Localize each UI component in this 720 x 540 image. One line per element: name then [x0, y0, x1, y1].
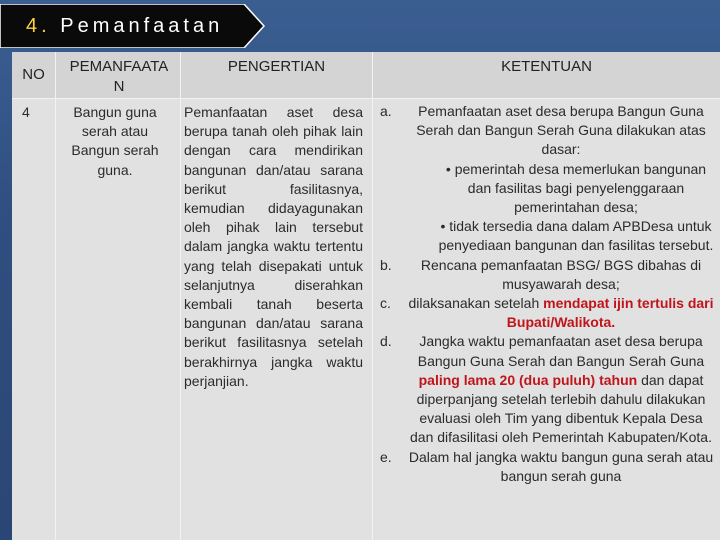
ketentuan-item-d — [376, 332, 716, 447]
column-divider — [180, 52, 181, 540]
header-ketentuan: KETENTUAN — [501, 58, 592, 75]
title-number: 4. — [26, 15, 51, 37]
item-plain-text: dan dapat diperpanjang setelah terlebih dahulu dilakukan evaluasi oleh Tim yang dibentuk Kepala Desa dan difasilitasi oleh Pemerintah Kabupaten/Kota. — [410, 371, 712, 446]
ketentuan-list — [376, 102, 716, 486]
bullet-text: tidak tersedia dana dalam APBDesa untuk penyediaan bangunan dan fasilitas tersebut. — [438, 218, 714, 254]
ketentuan-table — [12, 52, 720, 540]
item-marker: b. — [380, 256, 392, 273]
item-plain-text: dilaksanakan setelah — [408, 295, 544, 312]
title-label: Pemanfaatan — [60, 15, 224, 37]
ketentuan-item-b — [376, 256, 716, 294]
item-marker: c. — [380, 295, 391, 312]
item-text — [406, 332, 716, 447]
item-marker: a. — [380, 103, 392, 119]
ketentuan-item-a — [376, 102, 716, 256]
bullet-text: pemerintah desa memerlukan bangunan dan fasilitas bagi penyelenggaraan pemerintahan desa; — [454, 160, 707, 216]
item-text: Rencana pemanfaatan BSG/ BGS dibahas di musyawarah desa; — [420, 256, 702, 292]
header-pemanfaatan: PEMANFAATAN — [69, 58, 169, 95]
slide-title-bar — [0, 4, 266, 48]
item-text: Dalam hal jangka waktu bangun guna serah atau bangun serah guna — [408, 448, 714, 484]
header-pengertian: PENGERTIAN — [227, 58, 326, 75]
slide-title — [26, 15, 223, 38]
item-marker: d. — [380, 333, 392, 350]
item-highlight-text: mendapat ijin tertulis dari Bupati/Walikota. — [506, 295, 714, 331]
row-pemanfaatan: Bangun guna serah atau Bangun serah guna. — [71, 104, 159, 178]
column-divider — [55, 52, 56, 540]
header-no: NO — [22, 66, 45, 83]
ketentuan-item-e — [376, 448, 716, 486]
item-plain-text: Jangka waktu pemanfaatan aset desa berupa Bangun Guna Serah dan Bangun Serah Guna — [417, 333, 705, 369]
item-text — [406, 294, 716, 332]
row-divider — [12, 98, 720, 99]
ketentuan-bullet: • tidak tersedia dana dalam APBDesa untuk penyediaan bangunan dan fasilitas tersebut. — [438, 218, 714, 254]
item-highlight-text: paling lama 20 (dua puluh) tahun — [418, 371, 638, 388]
row-pengertian: Pemanfaatan aset desa berupa tanah oleh pihak lain dengan cara mendirikan bangunan dan/atau sarana berikut fasilitasnya, kemudian didayagunakan oleh pihak lain tersebut dalam jangka waktu tertentu yang telah disepakati untuk selanjutnya diserahkan kembali tanah beserta bangunan dan/atau sarana berikut fasilitasnya setelah berakhirnya jangka waktu perjanjian. — [184, 104, 363, 389]
column-divider — [372, 52, 373, 540]
ketentuan-bullet: • pemerintah desa memerlukan bangunan dan fasilitas bagi penyelenggaraan pemerintahan desa; — [445, 160, 707, 216]
item-text: Pemanfaatan aset desa berupa Bangun Guna Serah dan Bangun Serah Guna dilakukan atas dasar: — [416, 103, 706, 158]
item-marker: e. — [380, 448, 392, 465]
ketentuan-item-c — [376, 294, 716, 332]
row-no: 4 — [22, 104, 30, 120]
